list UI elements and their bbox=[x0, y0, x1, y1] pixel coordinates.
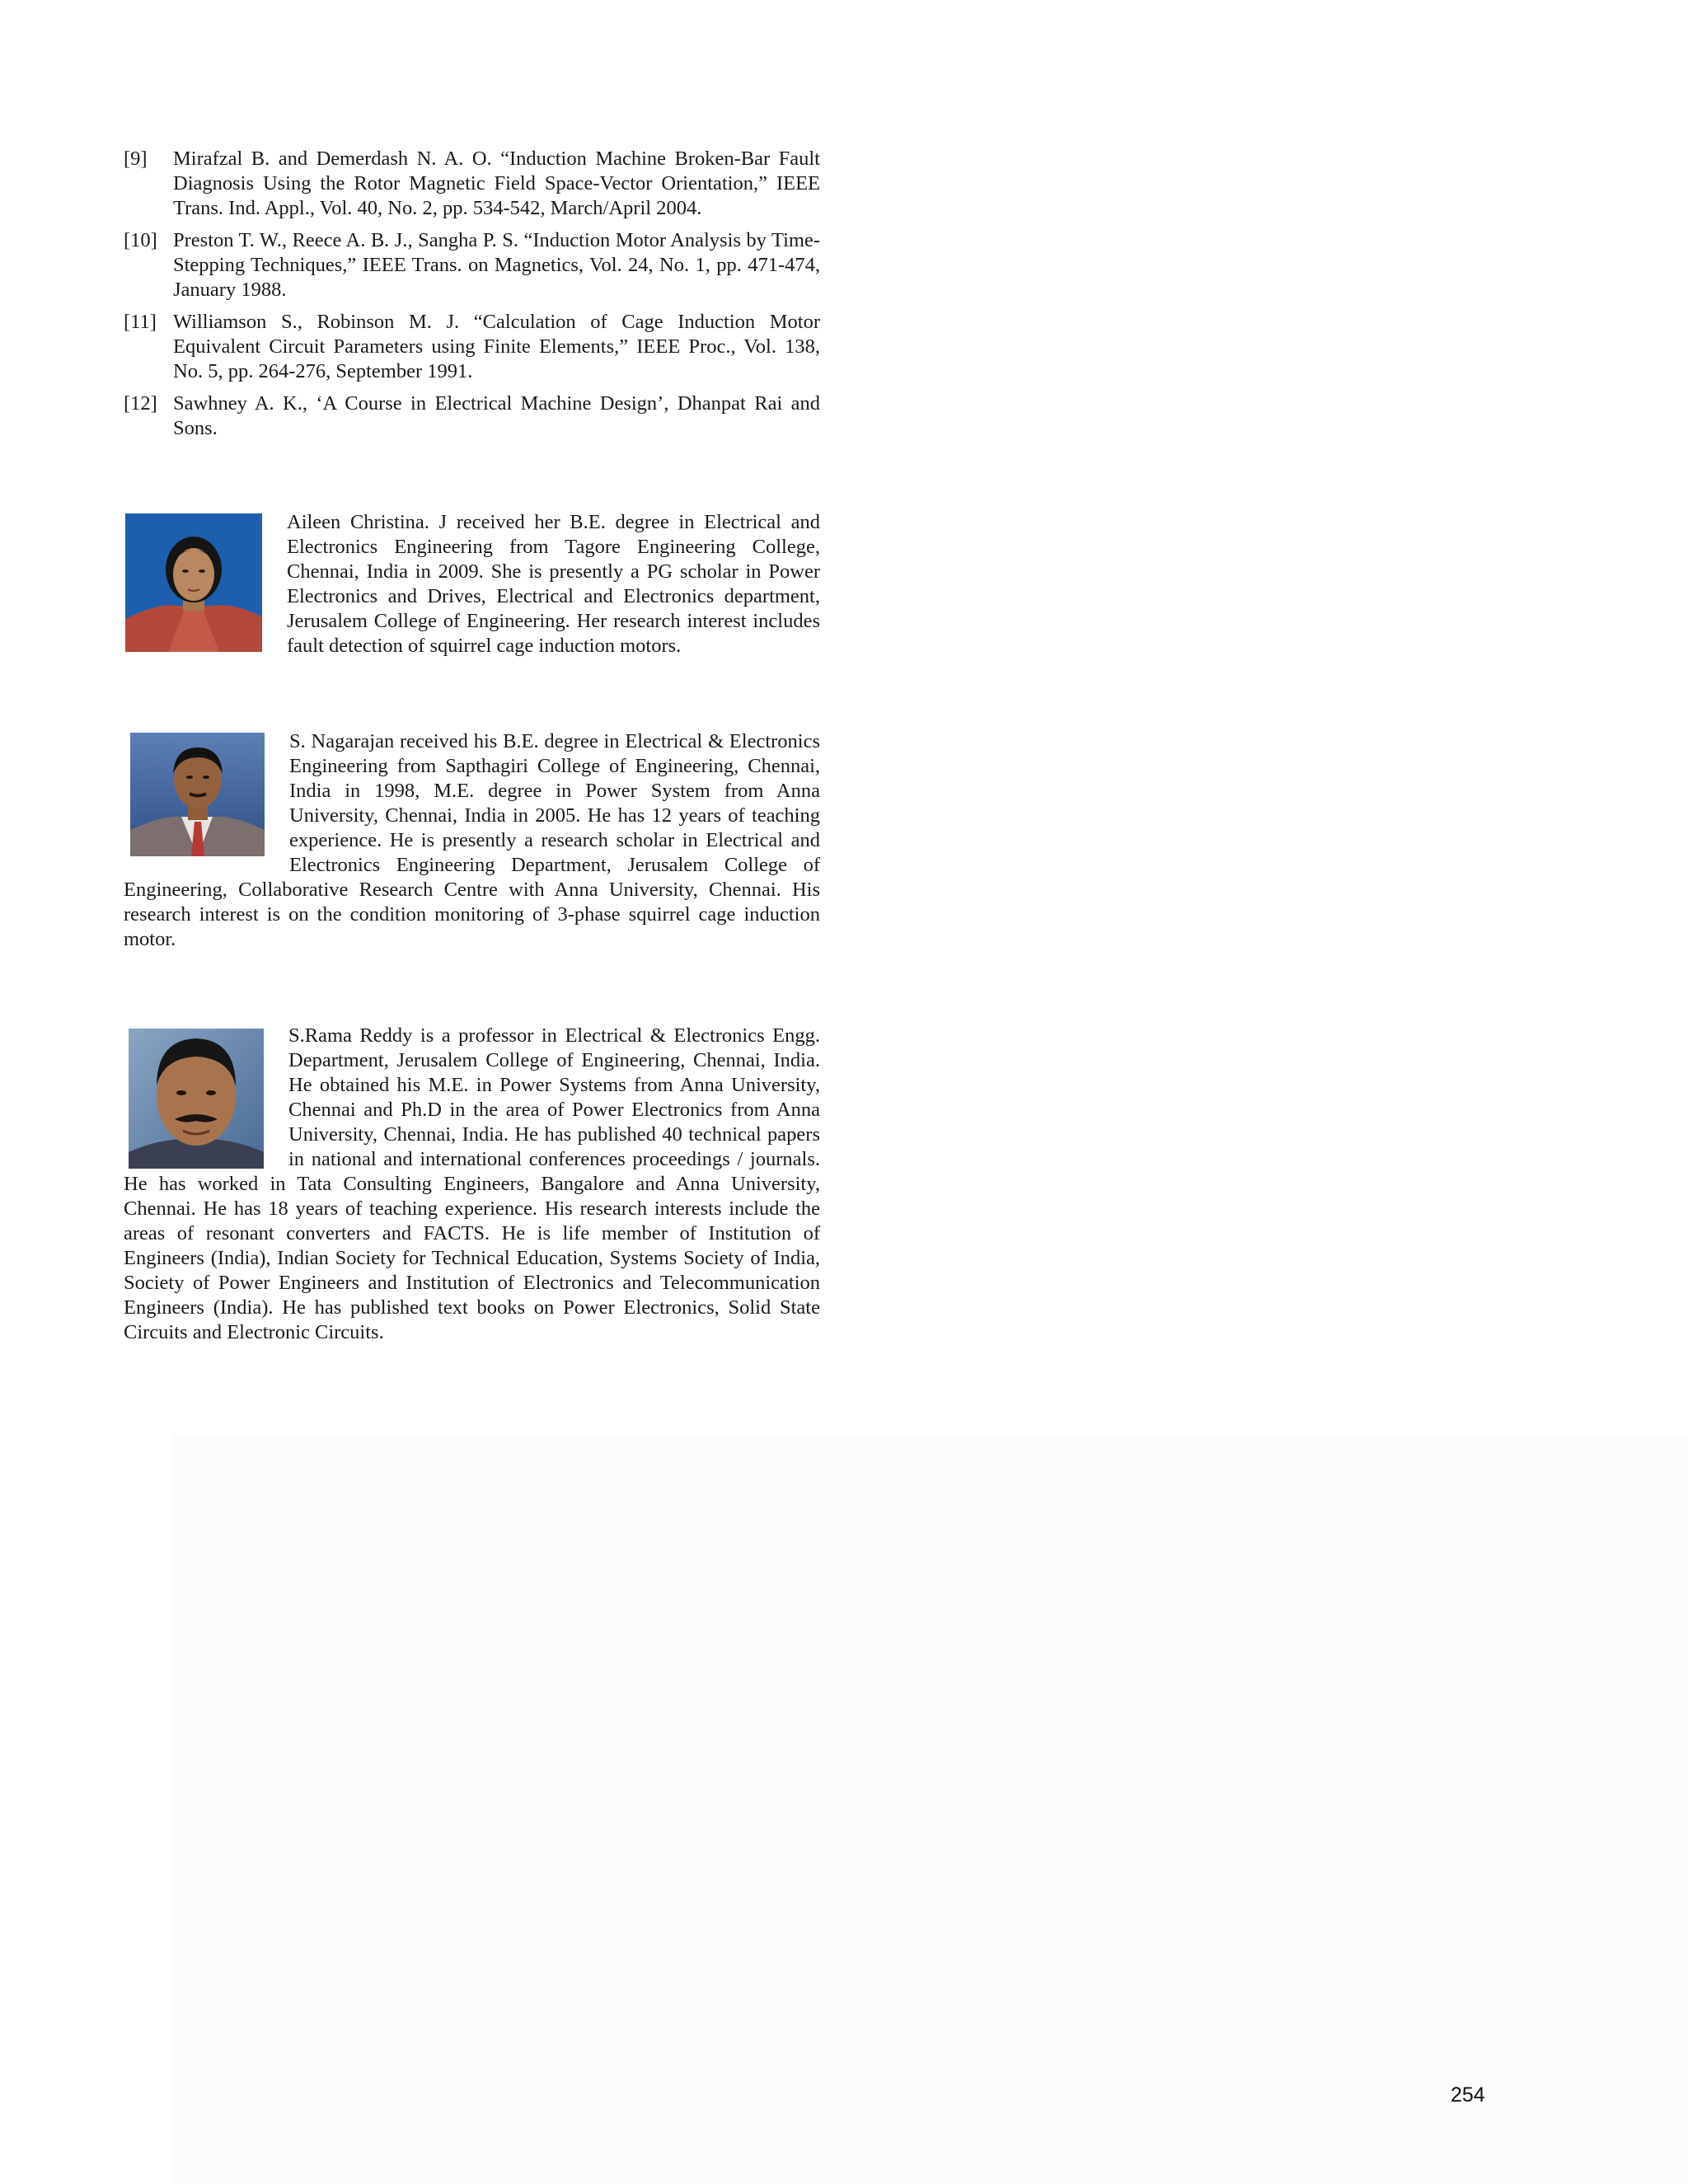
reference-item bbox=[124, 147, 820, 221]
bio-text: S.Rama Reddy is a professor in Electrical & Electronics Engg. Department, Jerusalem College of Engineering, Chennai, India. He obtained his M.E. in Power Systems from Anna University, Chennai and Ph.D in the area of Power Electronics from Anna University, Chennai, India. He has published 40 technical papers in national and international conferences proceedings / journals. He has worked in Tata Consulting Engineers, Bangalore and Anna University, Chennai. He has 18 years of teaching experience. His research interests include the areas of resonant converters and FACTS. He is life member of Institution of Engineers (India), Indian Society for Technical Education, Systems Society of India, Society of Power Engineers and Institution of Electronics and Telecommunication Engineers (India). He has published text books on Power Electronics, Solid State Circuits and Electronic Circuits. bbox=[124, 1024, 820, 1343]
reference-number: [11] bbox=[124, 311, 157, 333]
reference-text: Preston T. W., Reece A. B. J., Sangha P. S. “Induction Motor Analysis by Time-Stepping Techniques,” IEEE Trans. on Magnetics, Vol. 24, No. 1, pp. 471-474, January 1988. bbox=[173, 229, 820, 301]
author-photo-s-rama-reddy bbox=[129, 1029, 264, 1169]
text-column bbox=[124, 147, 820, 1345]
author-photo-s-nagarajan bbox=[130, 733, 265, 856]
reference-item bbox=[124, 391, 820, 441]
reference-number: [10] bbox=[124, 229, 157, 251]
reference-text: Mirafzal B. and Demerdash N. A. O. “Induction Machine Broken-Bar Fault Diagnosis Using the Rotor Magnetic Field Space-Vector Orientation,” IEEE Trans. Ind. Appl., Vol. 40, No. 2, pp. 534-542, March/April 2004. bbox=[173, 148, 820, 219]
reference-number: [9] bbox=[124, 148, 148, 170]
author-photo-aileen-christina bbox=[125, 513, 262, 652]
author-bio-s-rama-reddy bbox=[124, 1024, 820, 1345]
reference-list bbox=[124, 147, 820, 441]
page-number: 254 bbox=[1451, 2083, 1485, 2107]
page-background-tint bbox=[173, 1434, 1688, 2184]
reference-item bbox=[124, 228, 820, 302]
reference-text: Williamson S., Robinson M. J. “Calculation of Cage Induction Motor Equivalent Circuit Parameters using Finite Elements,” IEEE Proc., Vol. 138, No. 5, pp. 264-276, September 1991. bbox=[173, 311, 820, 382]
reference-number: [12] bbox=[124, 392, 157, 415]
author-bio-aileen-christina bbox=[124, 510, 820, 658]
reference-text: Sawhney A. K., ‘A Course in Electrical Machine Design’, Dhanpat Rai and Sons. bbox=[173, 392, 820, 439]
author-bio-s-nagarajan bbox=[124, 729, 820, 952]
reference-item bbox=[124, 310, 820, 384]
bio-text: S. Nagarajan received his B.E. degree in Electrical & Electronics Engineering from Sapthagiri College of Engineering, Chennai, India in 1998, M.E. degree in Power System from Anna University, Chennai, India in 2005. He has 12 years of teaching experience. He is presently a research scholar in Electrical and Electronics Engineering Department, Jerusalem College of Engineering, Collaborative Research Centre with Anna University, Chennai. His research interest is on the condition monitoring of 3-phase squirrel cage induction motor. bbox=[124, 730, 820, 950]
bio-text: Aileen Christina. J received her B.E. degree in Electrical and Electronics Engineering from Tagore Engineering College, Chennai, India in 2009. She is presently a PG scholar in Power Electronics and Drives, Electrical and Electronics department, Jerusalem College of Engineering. Her research interest includes fault detection of squirrel cage induction motors. bbox=[287, 511, 820, 657]
